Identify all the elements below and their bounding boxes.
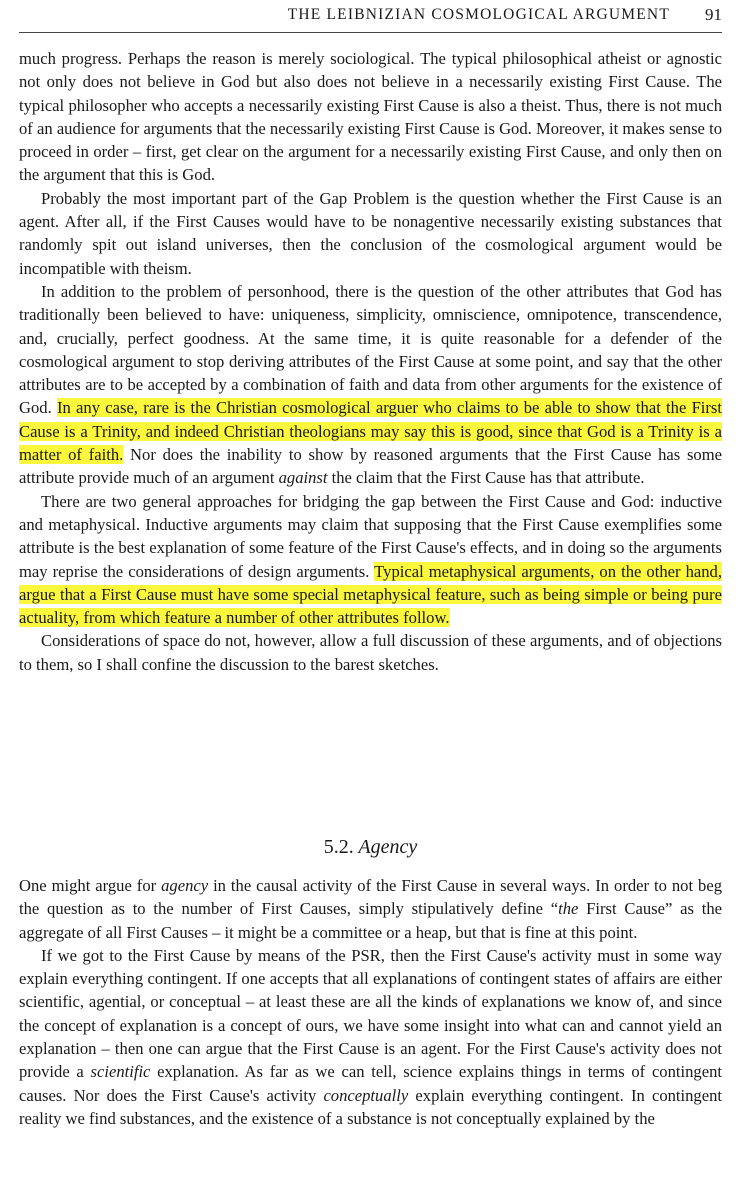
paragraph-2	[19, 187, 722, 280]
section-paragraph-1-text-a: One might argue for	[19, 876, 162, 895]
section-paragraph-2-text-c: explain everything contingent. In contingent reality we find substances, and the existence of a substance is not conceptually explained by the	[19, 1085, 722, 1128]
section-paragraph-2-text-b: explanation. As far as we can tell, science explains things in terms of contingent causes. Nor does the First Cause's activity	[19, 1062, 722, 1105]
paragraph-3	[19, 280, 722, 490]
paragraph-5-text: Considerations of space do not, however, allow a full discussion of these arguments, and of objections to them, so I shall confine the discussion to the barest sketches.	[19, 631, 722, 674]
paragraph-3-text-a: In addition to the problem of personhood, there is the question of the other attributes that God has traditionally been believed to have: uniqueness, simplicity, omniscience, omnipotence, transcendence, and, crucially, perfect goodness. At the same time, it is quite reasonable for a defender of the cosmological argument to stop deriving attributes of the First Cause at some point, and say that the other attributes are to be accepted by a combination of faith and data from other arguments for the existence of God.	[19, 281, 722, 418]
section-paragraph-2-text-a: If we got to the First Cause by means of the PSR, then the First Cause's activity must in some way explain everything contingent. If one accepts that all explanations of contingent states of affairs are either scientific, agential, or conceptual – at least these are all the kinds of explanations we know of, and since the concept of explanation is a concept of ours, we have some insight into what can and cannot yield an explanation – then one can argue that the First Cause is an agent. For the First Cause's activity does not provide a	[19, 945, 722, 1082]
emphasis-conceptually: conceptually	[323, 1085, 409, 1105]
highlight-metaphysical: Typical metaphysical arguments, on the other hand, argue that a First Cause must have some special metaphysical feature, such as being simple or being pure actuality, from which feature a number of other attributes follow.	[19, 561, 723, 628]
emphasis-against: against	[278, 468, 328, 488]
section-number: 5.2.	[323, 836, 354, 858]
emphasis-agency: agency	[161, 876, 209, 895]
running-title: THE LEIBNIZIAN COSMOLOGICAL ARGUMENT	[287, 6, 670, 23]
paragraph-3-text-b: Nor does the inability to show by reasoned arguments that the First Cause has some attribute provide much of an argument	[19, 445, 722, 488]
section-heading	[19, 836, 722, 859]
emphasis-scientific: scientific	[90, 1062, 151, 1082]
highlight-trinity: In any case, rare is the Christian cosmological arguer who claims to be able to show that the First Cause is a Trinity, and indeed Christian theologians may say this is good, since that God is a Trinity is a matter of faith.	[19, 398, 723, 465]
section-paragraph-1-text-b: in the causal activity of the First Cause in several ways. In order to not beg the question as to the number of First Causes, simply stipulatively define “	[19, 876, 722, 919]
section-text	[19, 874, 722, 1130]
paragraph-1	[19, 47, 722, 187]
body-text	[19, 47, 722, 676]
paragraph-5	[19, 629, 722, 676]
paragraph-3-text-c: the claim that the First Cause has that attribute.	[327, 468, 645, 488]
paragraph-4	[19, 490, 722, 630]
paragraph-4-text: There are two general approaches for bridging the gap between the First Cause and God: inductive and metaphysical. Inductive arguments may claim that supposing that the First Cause exemplifies some attribute is the best explanation of some feature of the First Cause's effects, and in doing so the arguments may reprise the considerations of design arguments.	[19, 491, 722, 581]
paragraph-1-text: much progress. Perhaps the reason is merely sociological. The typical philosophical atheist or agnostic not only does not believe in God but also does not believe in a necessarily existing First Cause. The typical philosopher who accepts a necessarily existing First Cause is also a theist. Thus, there is not much of an audience for arguments that the necessarily existing First Cause is God. Moreover, it makes sense to proceed in order – first, get clear on the argument for a necessarily existing First Cause, and only then on the argument that this is God.	[19, 49, 722, 185]
page-number: 91	[705, 5, 722, 24]
section-paragraph-2	[19, 944, 722, 1130]
paragraph-2-text: Probably the most important part of the Gap Problem is the question whether the First Cause is an agent. After all, if the First Causes would have to be nonagentive necessarily existing substances that randomly spit out island universes, then the conclusion of the cosmological argument would be incompatible with theism.	[19, 188, 722, 278]
section-paragraph-1	[19, 874, 722, 944]
section-paragraph-1-text-c: First Cause” as the aggregate of all First Causes – it might be a committee or a heap, but that is fine at this point.	[19, 899, 722, 942]
emphasis-the: the	[558, 899, 579, 919]
section-title: Agency	[358, 836, 418, 858]
running-head	[19, 6, 722, 33]
